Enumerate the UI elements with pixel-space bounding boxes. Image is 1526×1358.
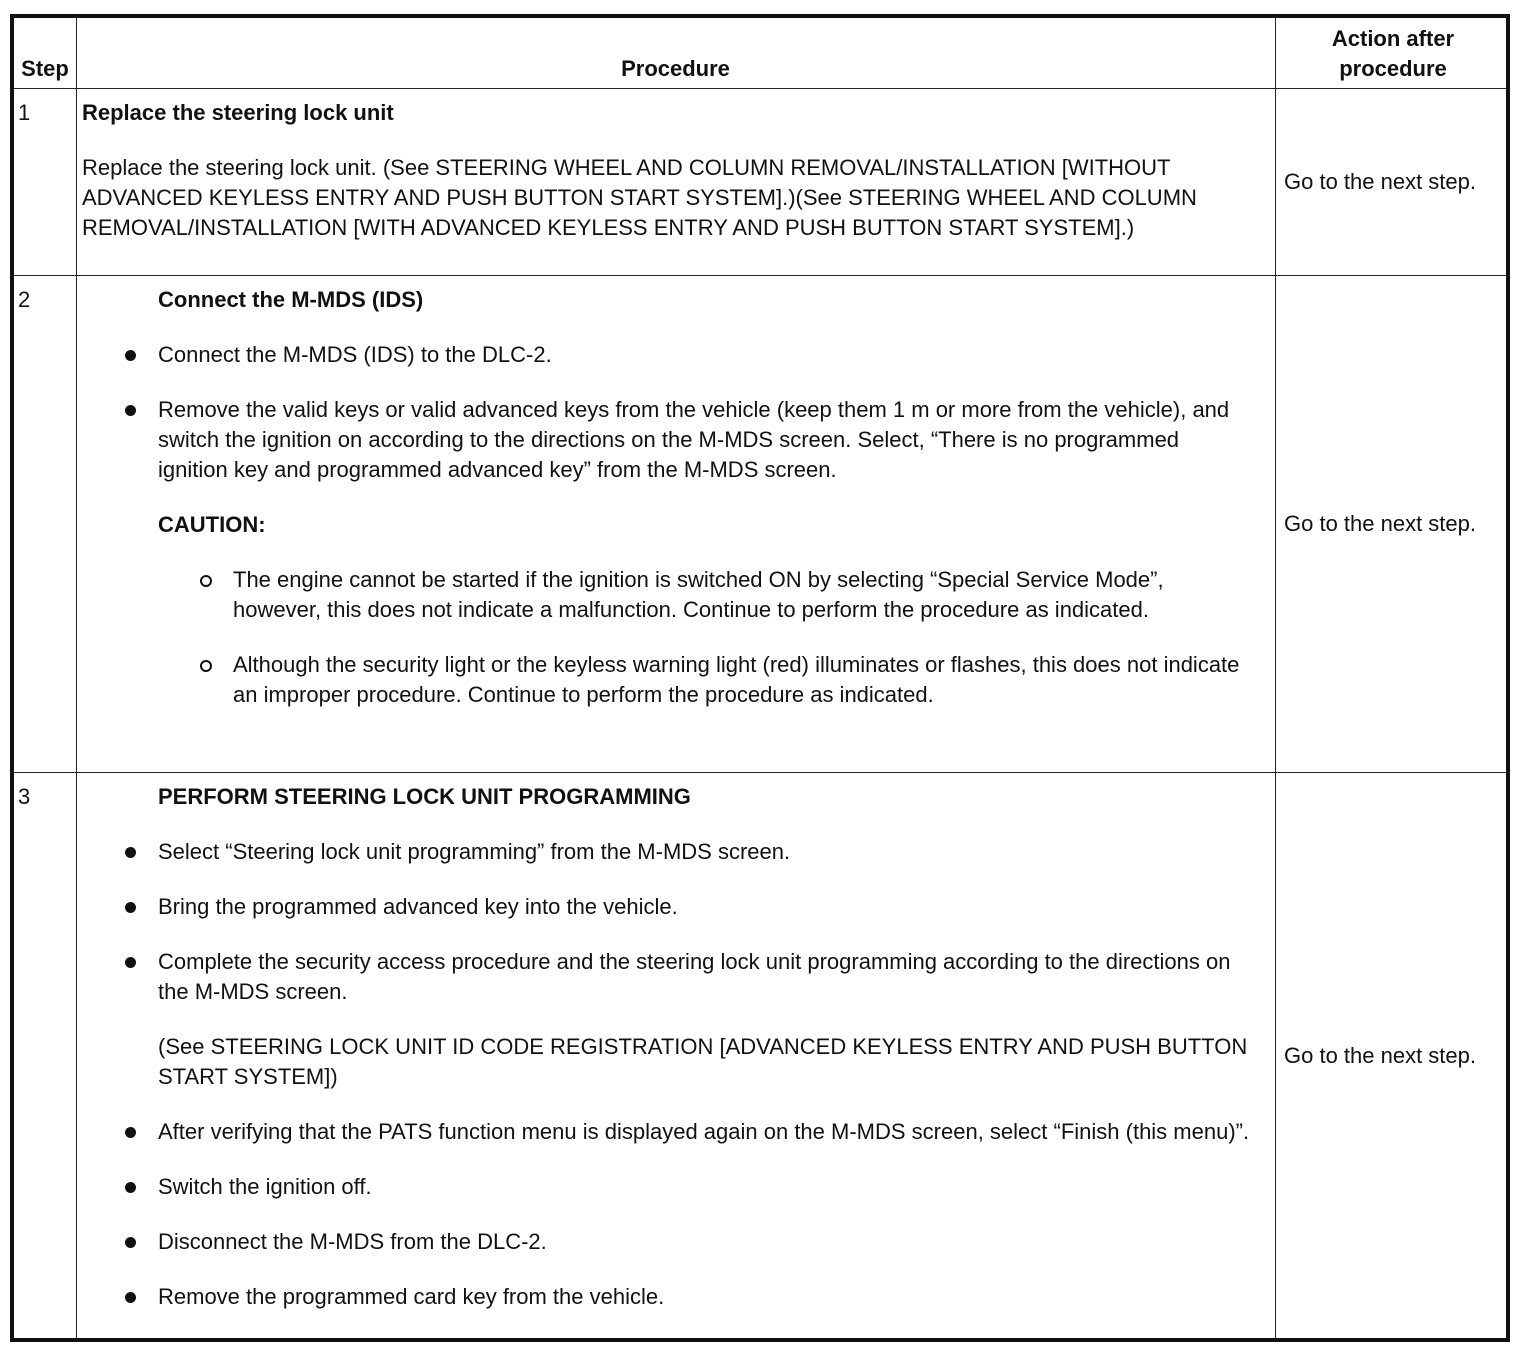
step-number: 2 xyxy=(18,287,31,312)
list-item xyxy=(82,837,1252,867)
list-item xyxy=(82,1227,1252,1257)
header-action: Action after procedure xyxy=(1331,26,1455,81)
bullet-icon xyxy=(125,350,136,361)
caution-item xyxy=(82,565,1252,625)
column-divider xyxy=(76,18,77,1338)
list-item-text: Select “Steering lock unit programming” from the M-MDS screen. xyxy=(158,839,791,864)
bullet-icon xyxy=(125,405,136,416)
circle-bullet-icon xyxy=(200,660,212,672)
bullet-icon xyxy=(125,1127,136,1138)
list-item-text: Switch the ignition off. xyxy=(158,1174,372,1199)
list-item xyxy=(82,340,1252,370)
list-item xyxy=(82,1282,1252,1312)
bullet-icon xyxy=(125,902,136,913)
bullet-icon xyxy=(125,957,136,968)
step-number: 1 xyxy=(18,100,31,125)
list-item-text: Bring the programmed advanced key into the vehicle. xyxy=(158,894,678,919)
header-procedure: Procedure xyxy=(621,56,730,81)
step-title: PERFORM STEERING LOCK UNIT PROGRAMMING xyxy=(158,784,691,809)
list-item-text: After verifying that the PATS function menu is displayed again on the M-MDS screen, select “Finish (this menu)”. xyxy=(158,1119,1250,1144)
list-item-text: Disconnect the M-MDS from the DLC-2. xyxy=(158,1229,547,1254)
bullet-icon xyxy=(125,1292,136,1303)
step-title: Connect the M-MDS (IDS) xyxy=(158,287,424,312)
step-number: 3 xyxy=(18,784,31,809)
list-item-text: Remove the programmed card key from the vehicle. xyxy=(158,1284,665,1309)
caution-text: Although the security light or the keyless warning light (red) illuminates or flashes, this does not indicate an improper procedure. Continue to perform the procedure as indicated. xyxy=(233,652,1240,707)
procedure-cell xyxy=(82,782,1252,1337)
list-item-text: Remove the valid keys or valid advanced keys from the vehicle (keep them 1 m or more from the vehicle), and switch the ignition on according to the directions on the M-MDS screen. Select, “There is no programmed ignition key and programmed advanced key” from the M-MDS screen. xyxy=(158,397,1230,482)
caution-label: CAUTION: xyxy=(158,512,266,537)
list-item xyxy=(82,892,1252,922)
circle-bullet-icon xyxy=(200,575,212,587)
list-item-text: Connect the M-MDS (IDS) to the DLC-2. xyxy=(158,342,552,367)
header-step: Step xyxy=(21,56,69,81)
action-cell: Go to the next step. xyxy=(1284,511,1477,536)
step-title: Replace the steering lock unit xyxy=(82,100,394,125)
caution-text: The engine cannot be started if the ignition is switched ON by selecting “Special Service Mode”, however, this does not indicate a malfunction. Continue to perform the procedure as indicated. xyxy=(233,567,1164,622)
procedure-table xyxy=(10,14,1510,1342)
procedure-cell xyxy=(82,98,1252,268)
list-item xyxy=(82,1117,1252,1147)
list-item xyxy=(82,395,1252,485)
action-cell: Go to the next step. xyxy=(1284,169,1477,194)
bullet-icon xyxy=(125,847,136,858)
procedure-cell xyxy=(82,285,1252,735)
reference-note: (See STEERING LOCK UNIT ID CODE REGISTRATION [ADVANCED KEYLESS ENTRY AND PUSH BUTTON START SYSTEM]) xyxy=(158,1034,1248,1089)
bullet-icon xyxy=(125,1237,136,1248)
bullet-icon xyxy=(125,1182,136,1193)
list-item xyxy=(82,947,1252,1007)
step-text: Replace the steering lock unit. (See STEERING WHEEL AND COLUMN REMOVAL/INSTALLATION [WITHOUT ADVANCED KEYLESS ENTRY AND PUSH BUTTON START SYSTEM].)(See STEERING WHEEL AND COLUMN REMOVAL/INSTALLATION [WITH ADVANCED KEYLESS ENTRY AND PUSH BUTTON START SYSTEM].) xyxy=(82,155,1197,240)
action-cell: Go to the next step. xyxy=(1284,1043,1477,1068)
list-item-text: Complete the security access procedure and the steering lock unit programming according to the directions on the M-MDS screen. xyxy=(158,949,1231,1004)
list-item xyxy=(82,1172,1252,1202)
caution-item xyxy=(82,650,1252,710)
